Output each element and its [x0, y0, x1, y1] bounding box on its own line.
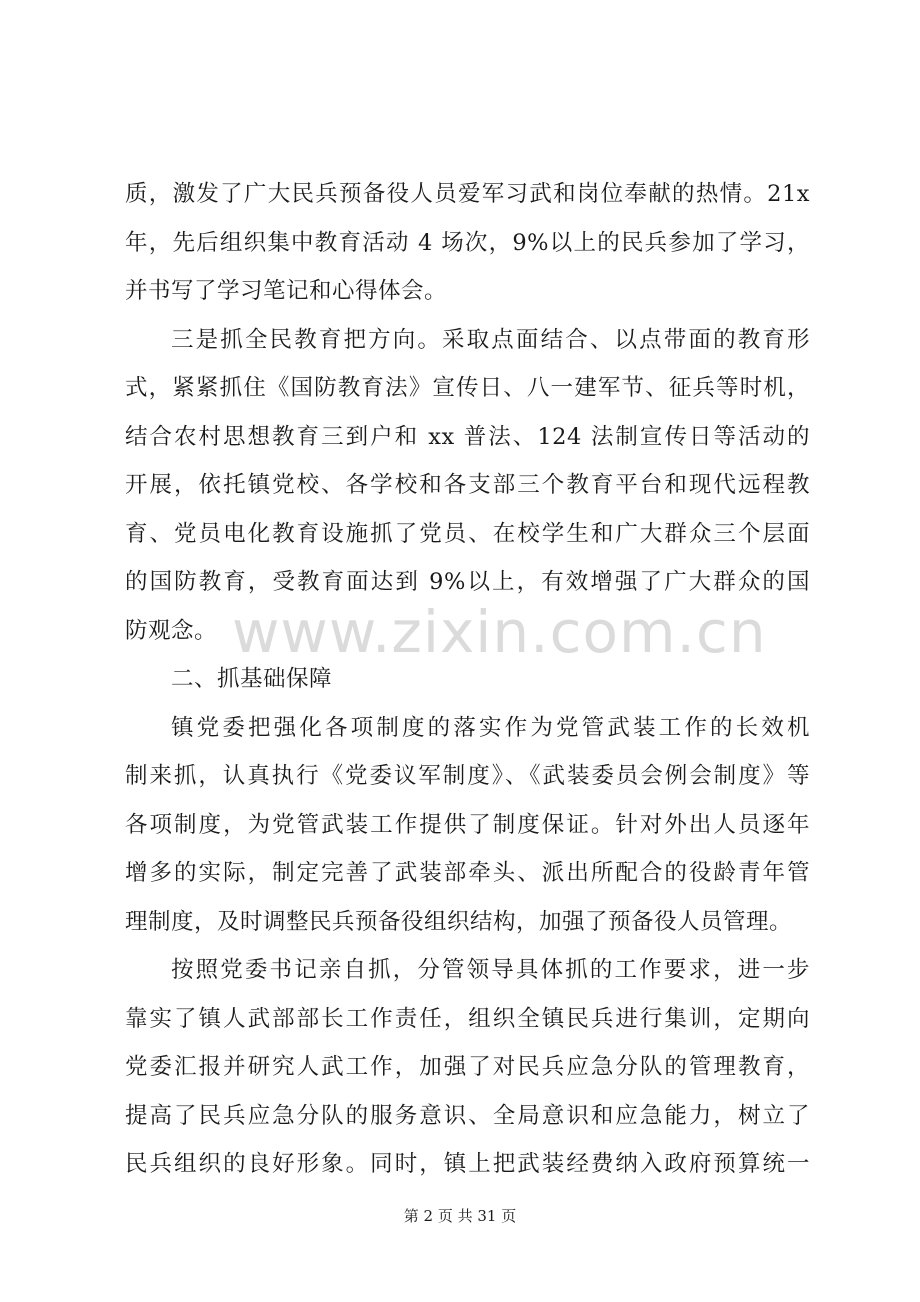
- text-line: 各项制度，为党管武装工作提供了制度保证。针对外出人员逐年: [125, 811, 810, 838]
- text-line: 式，紧紧抓住《国防教育法》宣传日、八一建军节、征兵等时机，: [125, 375, 810, 401]
- text-line: 三是抓全民教育把方向。采取点面结合、以点带面的教育形: [171, 326, 810, 353]
- text-line: 靠实了镇人武部部长工作责任，组织全镇民兵进行集训，定期向: [125, 1005, 810, 1032]
- text-line: 质，激发了广大民兵预备役人员爱军习武和岗位奉献的热情。21x: [125, 181, 810, 207]
- text-line: 理制度，及时调整民兵预备役组织结构，加强了预备役人员管理。: [125, 908, 793, 935]
- text-line: 二、抓基础保障: [171, 666, 333, 692]
- document-body: [125, 170, 810, 1189]
- text-line: 结合农村思想教育三到户和 xx 普法、124 法制宣传日等活动的: [125, 423, 810, 450]
- page-footer: 第 2 页 共 31 页: [403, 1207, 517, 1225]
- text-line: 党委汇报并研究人武工作，加强了对民兵应急分队的管理教育，: [125, 1054, 810, 1080]
- text-line: 提高了民兵应急分队的服务意识、全局意识和应急能力，树立了: [125, 1102, 810, 1129]
- text-line: 按照党委书记亲自抓，分管领导具体抓的工作要求，进一步: [171, 957, 810, 983]
- text-line: 开展，依托镇党校、各学校和各支部三个教育平台和现代远程教: [125, 472, 810, 498]
- text-line: 增多的实际，制定完善了武装部牵头、派出所配合的役龄青年管: [125, 860, 810, 886]
- text-line: 年，先后组织集中教育活动 4 场次，9%以上的民兵参加了学习，: [125, 229, 810, 256]
- text-line: 并书写了学习笔记和心得体会。: [125, 278, 448, 304]
- text-line: 育、党员电化教育设施抓了党员、在校学生和广大群众三个层面: [125, 520, 810, 547]
- text-line: 民兵组织的良好形象。同时，镇上把武装经费纳入政府预算统一: [125, 1151, 810, 1177]
- watermark: www.zixin.com.cn: [232, 598, 767, 666]
- text-line: 制来抓，认真执行《党委议军制度》、《武装委员会例会制度》等: [125, 763, 810, 789]
- text-line: 防观念。: [125, 617, 218, 644]
- text-line: 镇党委把强化各项制度的落实作为党管武装工作的长效机: [171, 714, 810, 741]
- text-line: 的国防教育，受教育面达到 9%以上，有效增强了广大群众的国: [125, 569, 810, 595]
